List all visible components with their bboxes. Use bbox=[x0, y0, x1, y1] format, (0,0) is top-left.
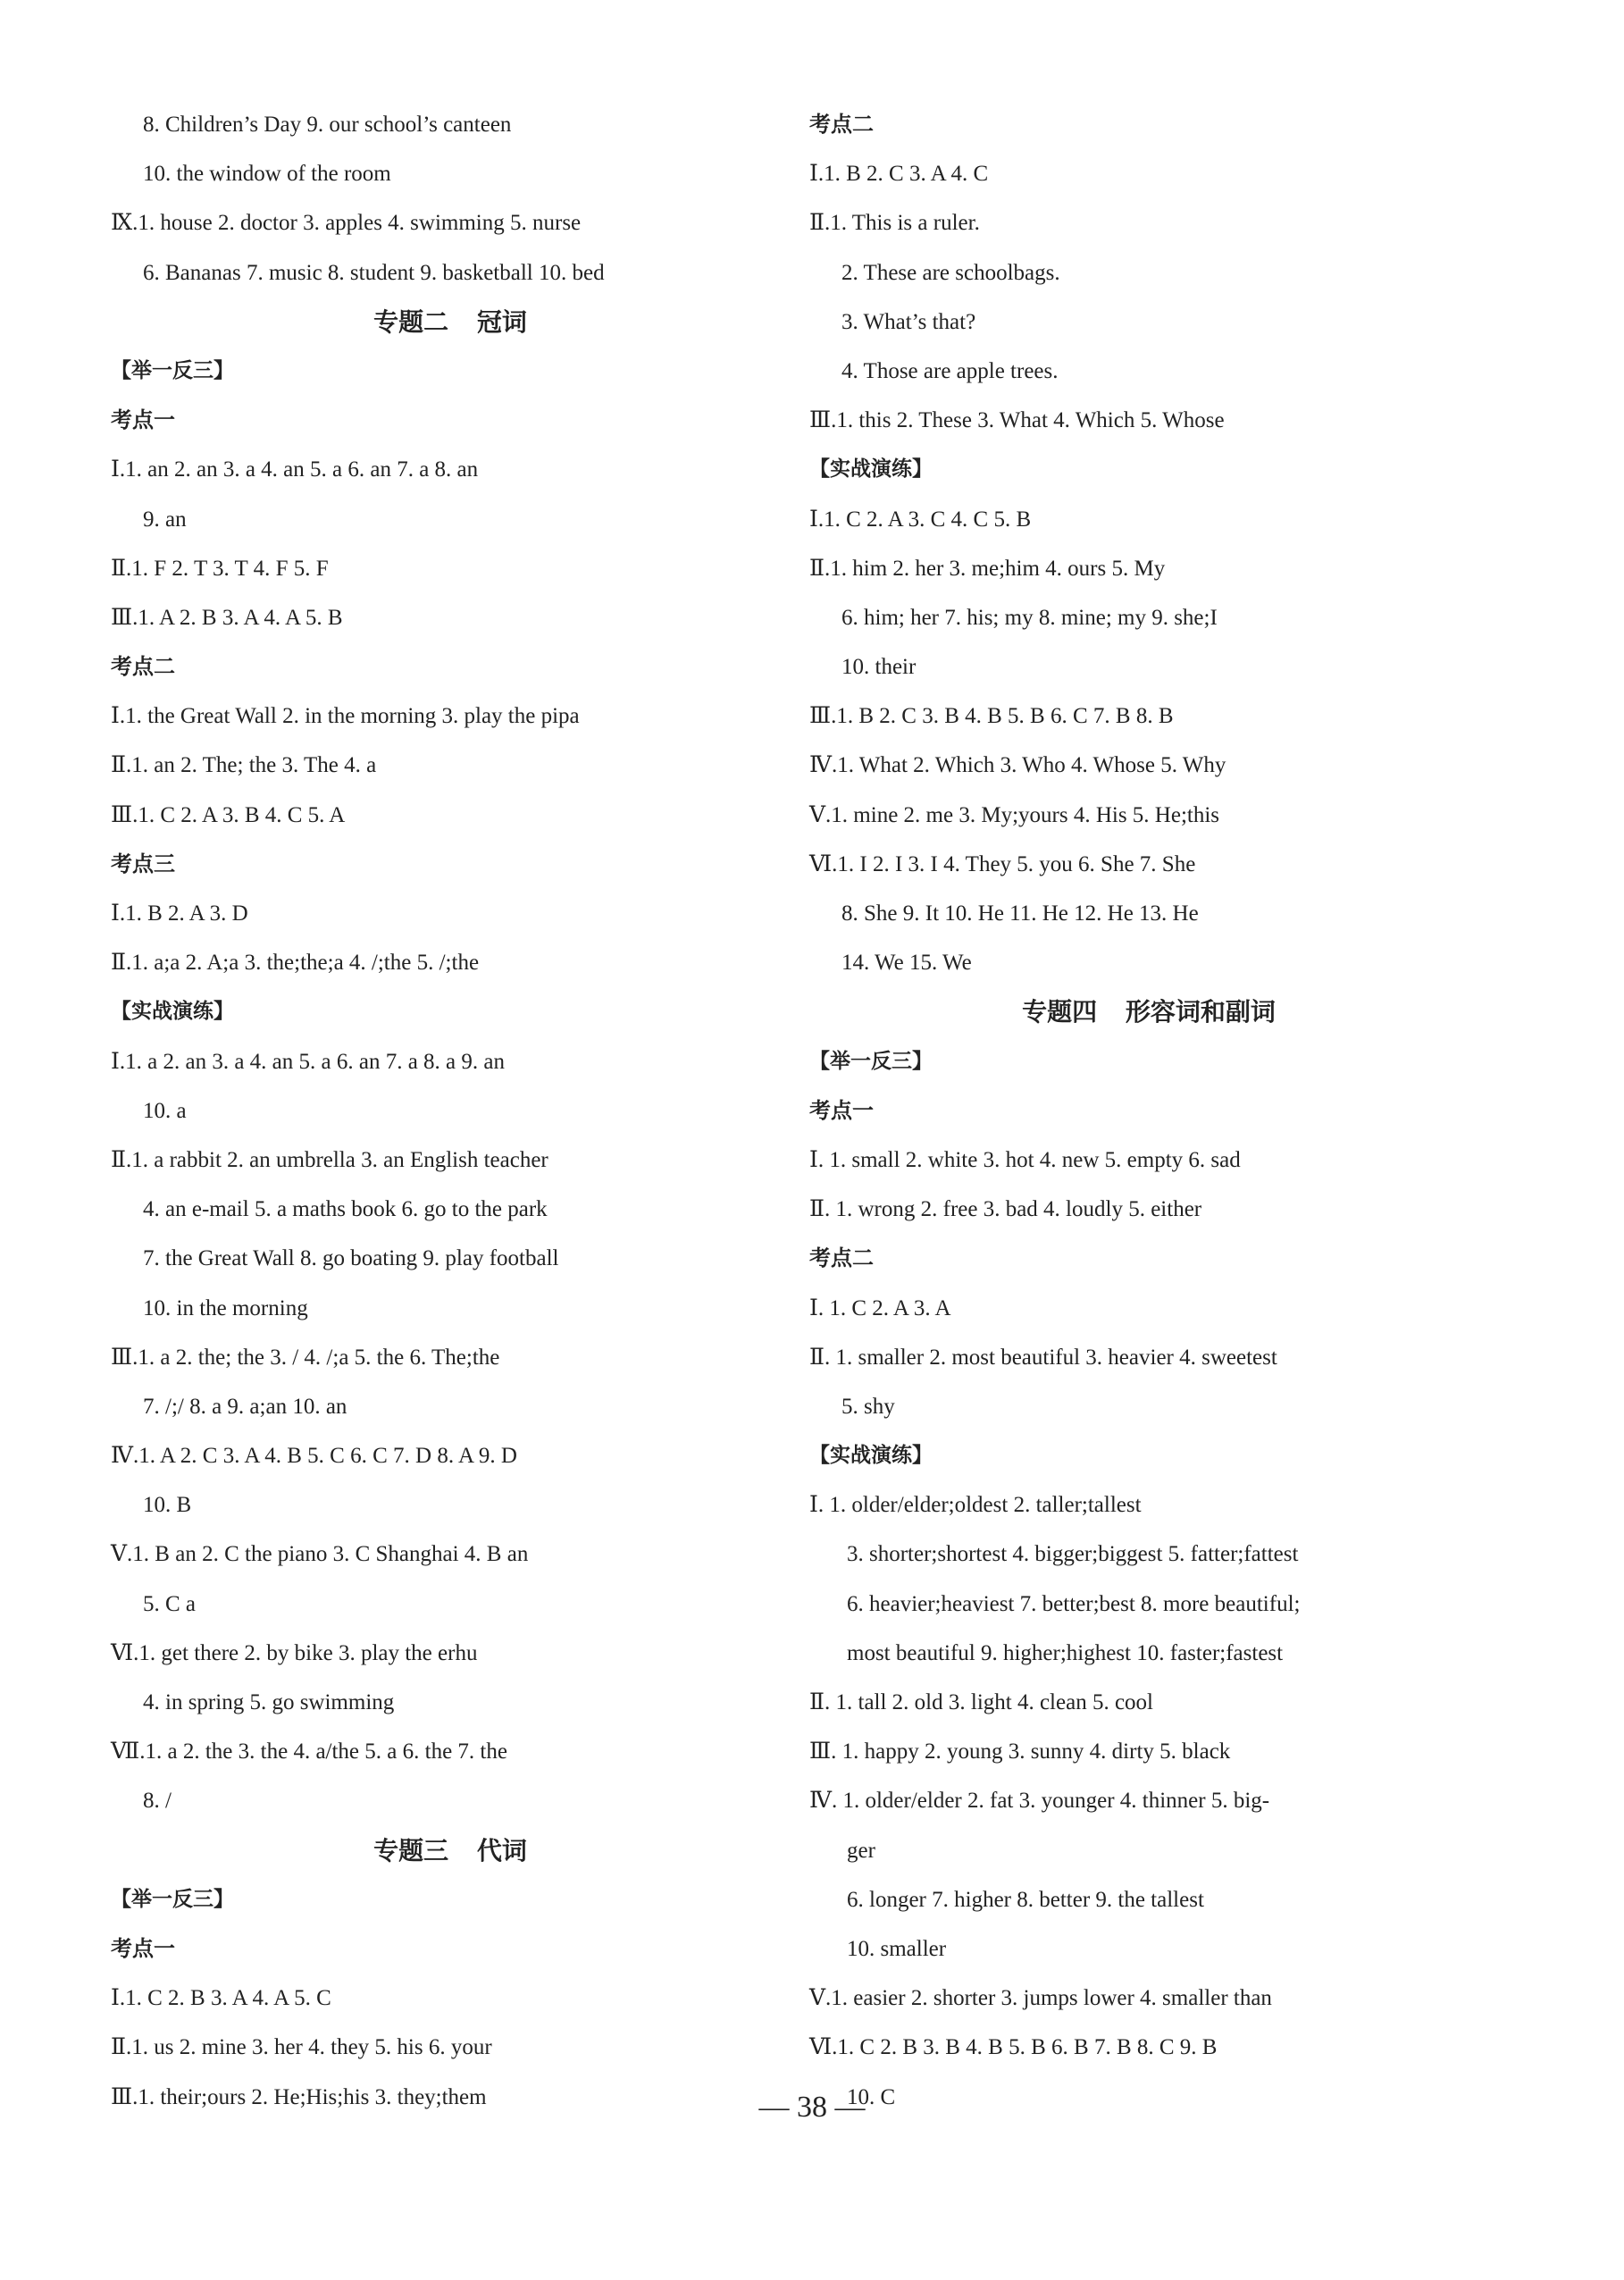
answer-line: 6. longer 7. higher 8. better 9. the tallest bbox=[847, 1887, 1204, 1912]
answer-line: Ⅳ. 1. older/elder 2. fat 3. younger 4. thinner 5. big- bbox=[809, 1789, 1270, 1814]
answer-line: 4. Those are apple trees. bbox=[841, 358, 1059, 383]
answer-line: Ⅴ.1. easier 2. shorter 3. jumps lower 4. smaller than bbox=[809, 1986, 1272, 2011]
answer-line: 9. an bbox=[143, 507, 187, 532]
answer-line: 6. heavier;heaviest 7. better;best 8. more beautiful; bbox=[847, 1591, 1301, 1616]
subsection-heading: 【举一反三】 bbox=[111, 1887, 234, 1911]
answer-line: Ⅵ.1. get there 2. by bike 3. play the erhu bbox=[111, 1640, 478, 1665]
exam-point-heading: 考点三 bbox=[111, 851, 175, 876]
section-title: 专题二 冠词 bbox=[373, 306, 527, 337]
answer-line: 6. Bananas 7. music 8. student 9. basketball 10. bed bbox=[143, 260, 605, 285]
exam-point-heading: 考点二 bbox=[809, 112, 874, 137]
answer-line: 3. shorter;shortest 4. bigger;biggest 5. fatter;fattest bbox=[847, 1542, 1299, 1567]
answer-line: Ⅱ.1. a rabbit 2. an umbrella 3. an English teacher bbox=[111, 1147, 548, 1172]
answer-line: Ⅲ.1. B 2. C 3. B 4. B 5. B 6. C 7. B 8. B bbox=[809, 704, 1174, 729]
answer-line: 5. shy bbox=[841, 1394, 895, 1419]
answer-line: 10. in the morning bbox=[143, 1295, 308, 1320]
right-column bbox=[809, 100, 1488, 2122]
exam-point-heading: 考点一 bbox=[111, 1935, 175, 1961]
answer-line: 10. the window of the room bbox=[143, 162, 391, 187]
answer-line: Ⅰ. 1. small 2. white 3. hot 4. new 5. empty 6. sad bbox=[809, 1147, 1241, 1172]
answer-line: 10. their bbox=[841, 655, 917, 680]
exam-point-heading: 考点一 bbox=[111, 407, 175, 433]
answer-line: 8. Children’s Day 9. our school’s canteen bbox=[143, 113, 512, 137]
answer-line: 7. the Great Wall 8. go boating 9. play football bbox=[143, 1246, 559, 1271]
answer-line: 10. C bbox=[847, 2084, 896, 2109]
answer-line: Ⅱ.1. him 2. her 3. me;him 4. ours 5. My bbox=[809, 556, 1166, 581]
answer-line: Ⅰ.1. C 2. A 3. C 4. C 5. B bbox=[809, 507, 1032, 532]
answer-line: Ⅲ.1. A 2. B 3. A 4. A 5. B bbox=[111, 605, 343, 630]
answer-line: Ⅳ.1. What 2. Which 3. Who 4. Whose 5. Why bbox=[809, 753, 1226, 778]
answer-line: 3. What’s that? bbox=[841, 309, 976, 334]
answer-line: Ⅲ.1. a 2. the; the 3. / 4. /;a 5. the 6. The;the bbox=[111, 1345, 500, 1370]
answer-line: Ⅶ.1. a 2. the 3. the 4. a/the 5. a 6. the 7. the bbox=[111, 1739, 507, 1764]
answer-line: 5. C a bbox=[143, 1591, 197, 1616]
exam-point-heading: 考点二 bbox=[809, 1245, 874, 1271]
answer-line: Ⅱ. 1. tall 2. old 3. light 4. clean 5. cool bbox=[809, 1690, 1153, 1714]
answer-line: Ⅰ.1. an 2. an 3. a 4. an 5. a 6. an 7. a 8. an bbox=[111, 457, 479, 482]
answer-line: Ⅰ.1. C 2. B 3. A 4. A 5. C bbox=[111, 1986, 331, 2011]
answer-line: Ⅱ.1. an 2. The; the 3. The 4. a bbox=[111, 753, 377, 778]
answer-line: Ⅲ.1. C 2. A 3. B 4. C 5. A bbox=[111, 802, 346, 827]
answer-line: 8. / bbox=[143, 1789, 172, 1814]
answer-line: Ⅱ.1. This is a ruler. bbox=[809, 211, 980, 236]
answer-line: Ⅰ. 1. older/elder;oldest 2. taller;tallest bbox=[809, 1493, 1142, 1518]
answer-line: 7. /;/ 8. a 9. a;an 10. an bbox=[143, 1394, 347, 1419]
section-title: 专题四 形容词和副词 bbox=[1022, 997, 1276, 1027]
answer-line: Ⅰ.1. B 2. C 3. A 4. C bbox=[809, 162, 989, 187]
answer-line: Ⅰ.1. the Great Wall 2. in the morning 3. play the pipa bbox=[111, 704, 580, 729]
answer-line: Ⅱ. 1. smaller 2. most beautiful 3. heavier 4. sweetest bbox=[809, 1345, 1277, 1370]
answer-line: 4. in spring 5. go swimming bbox=[143, 1690, 395, 1714]
answer-line: Ⅱ. 1. wrong 2. free 3. bad 4. loudly 5. either bbox=[809, 1197, 1202, 1222]
answer-line: 10. a bbox=[143, 1098, 187, 1123]
answer-line: Ⅴ.1. B an 2. C the piano 3. C Shanghai 4. B an bbox=[111, 1542, 529, 1567]
answer-line: 14. We 15. We bbox=[841, 951, 972, 976]
answer-line: Ⅴ.1. mine 2. me 3. My;yours 4. His 5. He;this bbox=[809, 802, 1220, 827]
answer-line: Ⅰ. 1. C 2. A 3. A bbox=[809, 1295, 951, 1320]
answer-line: 10. smaller bbox=[847, 1936, 947, 1961]
exam-point-heading: 考点一 bbox=[809, 1097, 874, 1123]
answer-line: Ⅵ.1. I 2. I 3. I 4. They 5. you 6. She 7. She bbox=[809, 851, 1196, 876]
subsection-heading: 【实战演练】 bbox=[809, 457, 933, 482]
answer-line: Ⅱ.1. us 2. mine 3. her 4. they 5. his 6. your bbox=[111, 2035, 492, 2060]
answer-line: Ⅸ.1. house 2. doctor 3. apples 4. swimming 5. nurse bbox=[111, 211, 582, 236]
answer-line: 4. an e-mail 5. a maths book 6. go to the park bbox=[143, 1197, 548, 1222]
answer-line: 8. She 9. It 10. He 11. He 12. He 13. He bbox=[841, 901, 1199, 926]
answer-line: Ⅳ.1. A 2. C 3. A 4. B 5. C 6. C 7. D 8. A 9. D bbox=[111, 1444, 517, 1469]
answer-line: Ⅰ.1. a 2. an 3. a 4. an 5. a 6. an 7. a 8. a 9. an bbox=[111, 1049, 505, 1074]
answer-line: Ⅲ. 1. happy 2. young 3. sunny 4. dirty 5. black bbox=[809, 1739, 1231, 1764]
subsection-heading: 【实战演练】 bbox=[111, 1000, 234, 1024]
answer-line: ger bbox=[847, 1838, 875, 1863]
exam-point-heading: 考点二 bbox=[111, 654, 175, 680]
answer-line: Ⅰ.1. B 2. A 3. D bbox=[111, 901, 248, 926]
answer-line: Ⅱ.1. a;a 2. A;a 3. the;the;a 4. /;the 5. /;the bbox=[111, 951, 480, 976]
answer-line: Ⅲ.1. their;ours 2. He;His;his 3. they;them bbox=[111, 2084, 487, 2109]
answer-line: 10. B bbox=[143, 1493, 192, 1518]
answer-line: 6. him; her 7. his; my 8. mine; my 9. she;I bbox=[841, 605, 1218, 630]
answer-line: 2. These are schoolbags. bbox=[841, 260, 1060, 285]
answer-line: Ⅵ.1. C 2. B 3. B 4. B 5. B 6. B 7. B 8. C 9. B bbox=[809, 2035, 1218, 2060]
answer-line: Ⅱ.1. F 2. T 3. T 4. F 5. F bbox=[111, 556, 329, 581]
page-number: — 38 — bbox=[758, 2091, 866, 2124]
subsection-heading: 【举一反三】 bbox=[111, 358, 234, 382]
left-column bbox=[111, 100, 790, 2122]
section-title: 专题三 代词 bbox=[373, 1835, 527, 1865]
answer-line: most beautiful 9. higher;highest 10. faster;fastest bbox=[847, 1640, 1284, 1665]
subsection-heading: 【举一反三】 bbox=[809, 1049, 933, 1073]
answer-line: Ⅲ.1. this 2. These 3. What 4. Which 5. Whose bbox=[809, 408, 1225, 433]
subsection-heading: 【实战演练】 bbox=[809, 1444, 933, 1468]
